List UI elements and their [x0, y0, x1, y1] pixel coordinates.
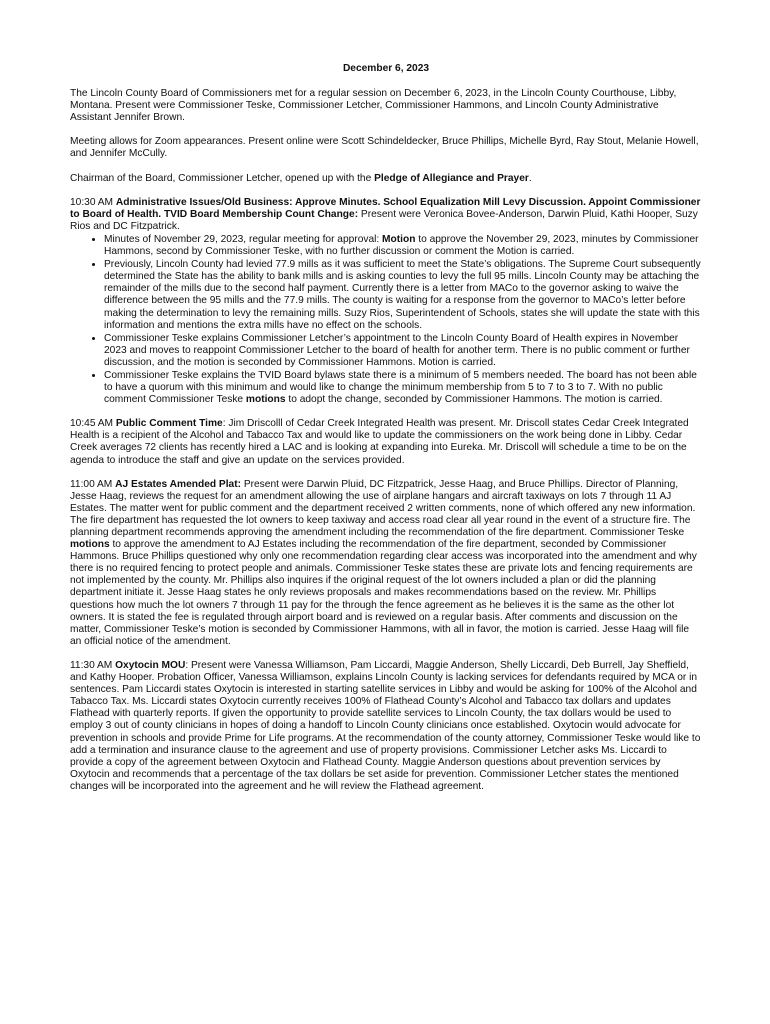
admin-item-board-of-health — [104, 332, 702, 369]
aj-estates-heading: AJ Estates Amended Plat: — [115, 478, 241, 490]
zoom-paragraph — [70, 136, 702, 160]
admin-items-list — [70, 233, 702, 406]
oxytocin-paragraph — [70, 660, 702, 793]
aj-estates-body: Present were Darwin Pluid, DC Fitzpatrick, Jesse Haag, and Bruce Phillips. Director of Planning, Jesse Haag, reviews the request for an amendment allowing the use of airplane hangars and aircraft taxiways on lots 7 through 11 AJ Estates. The matter went for public comment and the department received 2 written comments, none of which offered any new information. The fire department has requested the lot owners to keep taxiway and access road clear all year round in the event of a structure fire. The planning department recommends approving the amendment including the recommendation of the fire department. Commissioner Teske — [70, 478, 696, 538]
admin-heading: Administrative Issues/Old Business: Approve Minutes. School Equalization Mill Levy Discussion. Appoint Commissioner to Board of Health. TVID Board Membership Count Change: — [70, 196, 701, 220]
aj-estates-paragraph — [70, 479, 702, 648]
opening-paragraph — [70, 173, 702, 185]
board-of-health-text: Commissioner Teske explains Commissioner Letcher’s appointment to the Lincoln County Board of Health expires in November 2023 and moves to reappoint Commissioner Letcher to the board of health for another term. There is no public comment or further discussion, and the motion is seconded by Commissioner Hammons. Motion is carried. — [104, 332, 690, 368]
document-date-heading: December 6, 2023 — [342, 63, 430, 74]
tvid-text-end: to adopt the change, seconded by Commissioner Hammons. The motion is carried. — [285, 394, 663, 406]
mill-levy-text: Previously, Lincoln County had levied 77.9 mills as it was sufficient to meet the State’s obligations. The Supreme Court subsequently determined the State has the ability to bank mills and is asking counties to levy the full 95 mills. Lincoln County may be attaching the remainder of the mills due to the second half payment. Currently there is a letter from MACo to the governor asking to waive the difference between the 95 mills and the 77.9 mills. The county is waiting for a response from the governor to MACo’s letter before making the determination to levy the remaining mills. Suzy Rios, Superintendent of Schools, states she will update the state with this information and mentions the extra mills have no effect on the schools. — [104, 259, 701, 331]
tvid-motions: motions — [245, 394, 286, 406]
admin-present: Present were Veronica Bovee-Anderson, Darwin Pluid, Kathi Hooper, Suzy Rios and DC Fitzpatrick. — [70, 208, 698, 232]
public-comment-time: 10:45 AM — [70, 418, 116, 430]
public-comment-heading: Public Comment Time — [115, 418, 223, 430]
attendance-paragraph — [70, 88, 702, 124]
minutes-text-end: to approve the November 29, 2023, minutes by Commissioner Hammons, second by Commissioner Teske, with no further discussion or comment the Motion is carried. — [104, 233, 699, 258]
admin-section-heading — [70, 197, 702, 233]
oxytocin-heading: Oxytocin MOU — [115, 659, 186, 671]
aj-estates-time: 11:00 AM — [70, 478, 116, 490]
attendance-text: The Lincoln County Board of Commissioners met for a regular session on December 6, 2023, in the Lincoln County Courthouse, Libby, Montana. Present were Commissioner Teske, Commissioner Letcher, Commissioner Hammons, and Lincoln County Administrative Assistant Jennifer Brown. — [70, 88, 677, 124]
admin-time: 10:30 AM — [70, 196, 116, 208]
admin-item-minutes — [104, 233, 702, 258]
admin-item-mill-levy — [104, 258, 702, 332]
opening-end: . — [528, 172, 532, 184]
opening-pledge: Pledge of Allegiance and Prayer — [374, 172, 529, 184]
opening-text: Chairman of the Board, Commissioner Letcher, opened up with the — [70, 172, 375, 184]
oxytocin-time: 11:30 AM — [70, 659, 116, 671]
public-comment-body: : Jim Driscolll of Cedar Creek Integrated Health was present. Mr. Driscoll states Cedar Creek Integrated Health is a recipient of the Alcohol and Tabacco Tax and would like to update the commissioners on the work being done in Libby. Cedar Creek averages 72 clients has recently hired a LAC and is looking at expanding into Eureka. Mr. Driscoll will schedule a time to be on the agenda to introduce the staff and give an update on the services provided. — [70, 418, 689, 466]
tvid-text: Commissioner Teske explains the TVID Board bylaws state there is a minimum of 5 members needed. The board has not been able to have a quorum with this minimum and would like to change the minimum membership from 5 to 7 to 3 to 7. With no public comment Commissioner Teske — [104, 369, 697, 406]
oxytocin-body: : Present were Vanessa Williamson, Pam Liccardi, Maggie Anderson, Shelly Liccardi, Deb Burrell, Jay Sheffield, and Kathy Hooper. Probation Officer, Vanessa Williamson, explains Lincoln County is lacking services for defendants required by MCA or in sentences. Pam Liccardi states Oxytocin is interested in starting satellite services in Libby and would be asking for 100% of the Alcohol and Tabacco Tax. Ms. Liccardi states Oxytocin currently receives 100% of Flathead County’s Alcohol and Tabacco tax dollars and updates Flathead with quarterly reports. If given the opportunity to provide satellite services to Lincoln County, the tax dollars would be used to employ 3 out of county clinicians in hopes of doing a handoff to Lincoln County clinicians once established. Oxytocin would advocate for prevention in schools and provide Prime for Life programs. At the recommendation of the county attorney, Commissioner Teske would like to add a termination and insurance clause to the agreement and use of property provisions. Commissioner Letcher asks Ms. Liccardi to provide a copy of the agreement between Oxytocin and Flathead County. Maggie Anderson questions about prevention services by Oxytocin and recommends that a percentage of the tax dollars be set aside for prevention. Commissioner Letcher states the mentioned changes will be incorporated into the agreement and he will review the Flathead agreement. — [70, 659, 701, 792]
admin-item-tvid — [104, 369, 702, 406]
minutes-text: Minutes of November 29, 2023, regular meeting for approval: — [104, 233, 383, 245]
aj-estates-motions: motions — [70, 539, 110, 551]
aj-estates-body-end: to approve the amendment to AJ Estates including the recommendation of the fire department, seconded by Commissioner Hammons. Bruce Phillips questioned why only one recommendation regarding clear access was incorporated into the amendment and why there is no required fencing to protect people and animals. Commissioner Teske states these are private lots and fencing requirements are not implemented by the county. Mr. Phillips also inquires if the original request of the lot owners included a plan or did the planning department initiate it. Jesse Haag states he only reviews proposals and makes recommendations based on the review. Mr. Phillips questions how much the lot owners 7 through 11 pay for the through the fence agreement as he believes it is the same as the other lot owners. It is stated the fee is regulated through airport board and is reviewed on a regular basis. After comments and discussion on the matter, Commissioner Teske’s motion is seconded by Commissioner Hammons, with all in favor, the motion is carried. Jesse Haag will file an official notice of the amendment. — [70, 539, 697, 647]
public-comment-paragraph — [70, 418, 702, 466]
zoom-text: Meeting allows for Zoom appearances. Present online were Scott Schindeldecker, Bruce Phillips, Michelle Byrd, Ray Stout, Melanie Howell, and Jennifer McCully. — [70, 136, 699, 160]
minutes-motion: Motion — [382, 233, 416, 245]
